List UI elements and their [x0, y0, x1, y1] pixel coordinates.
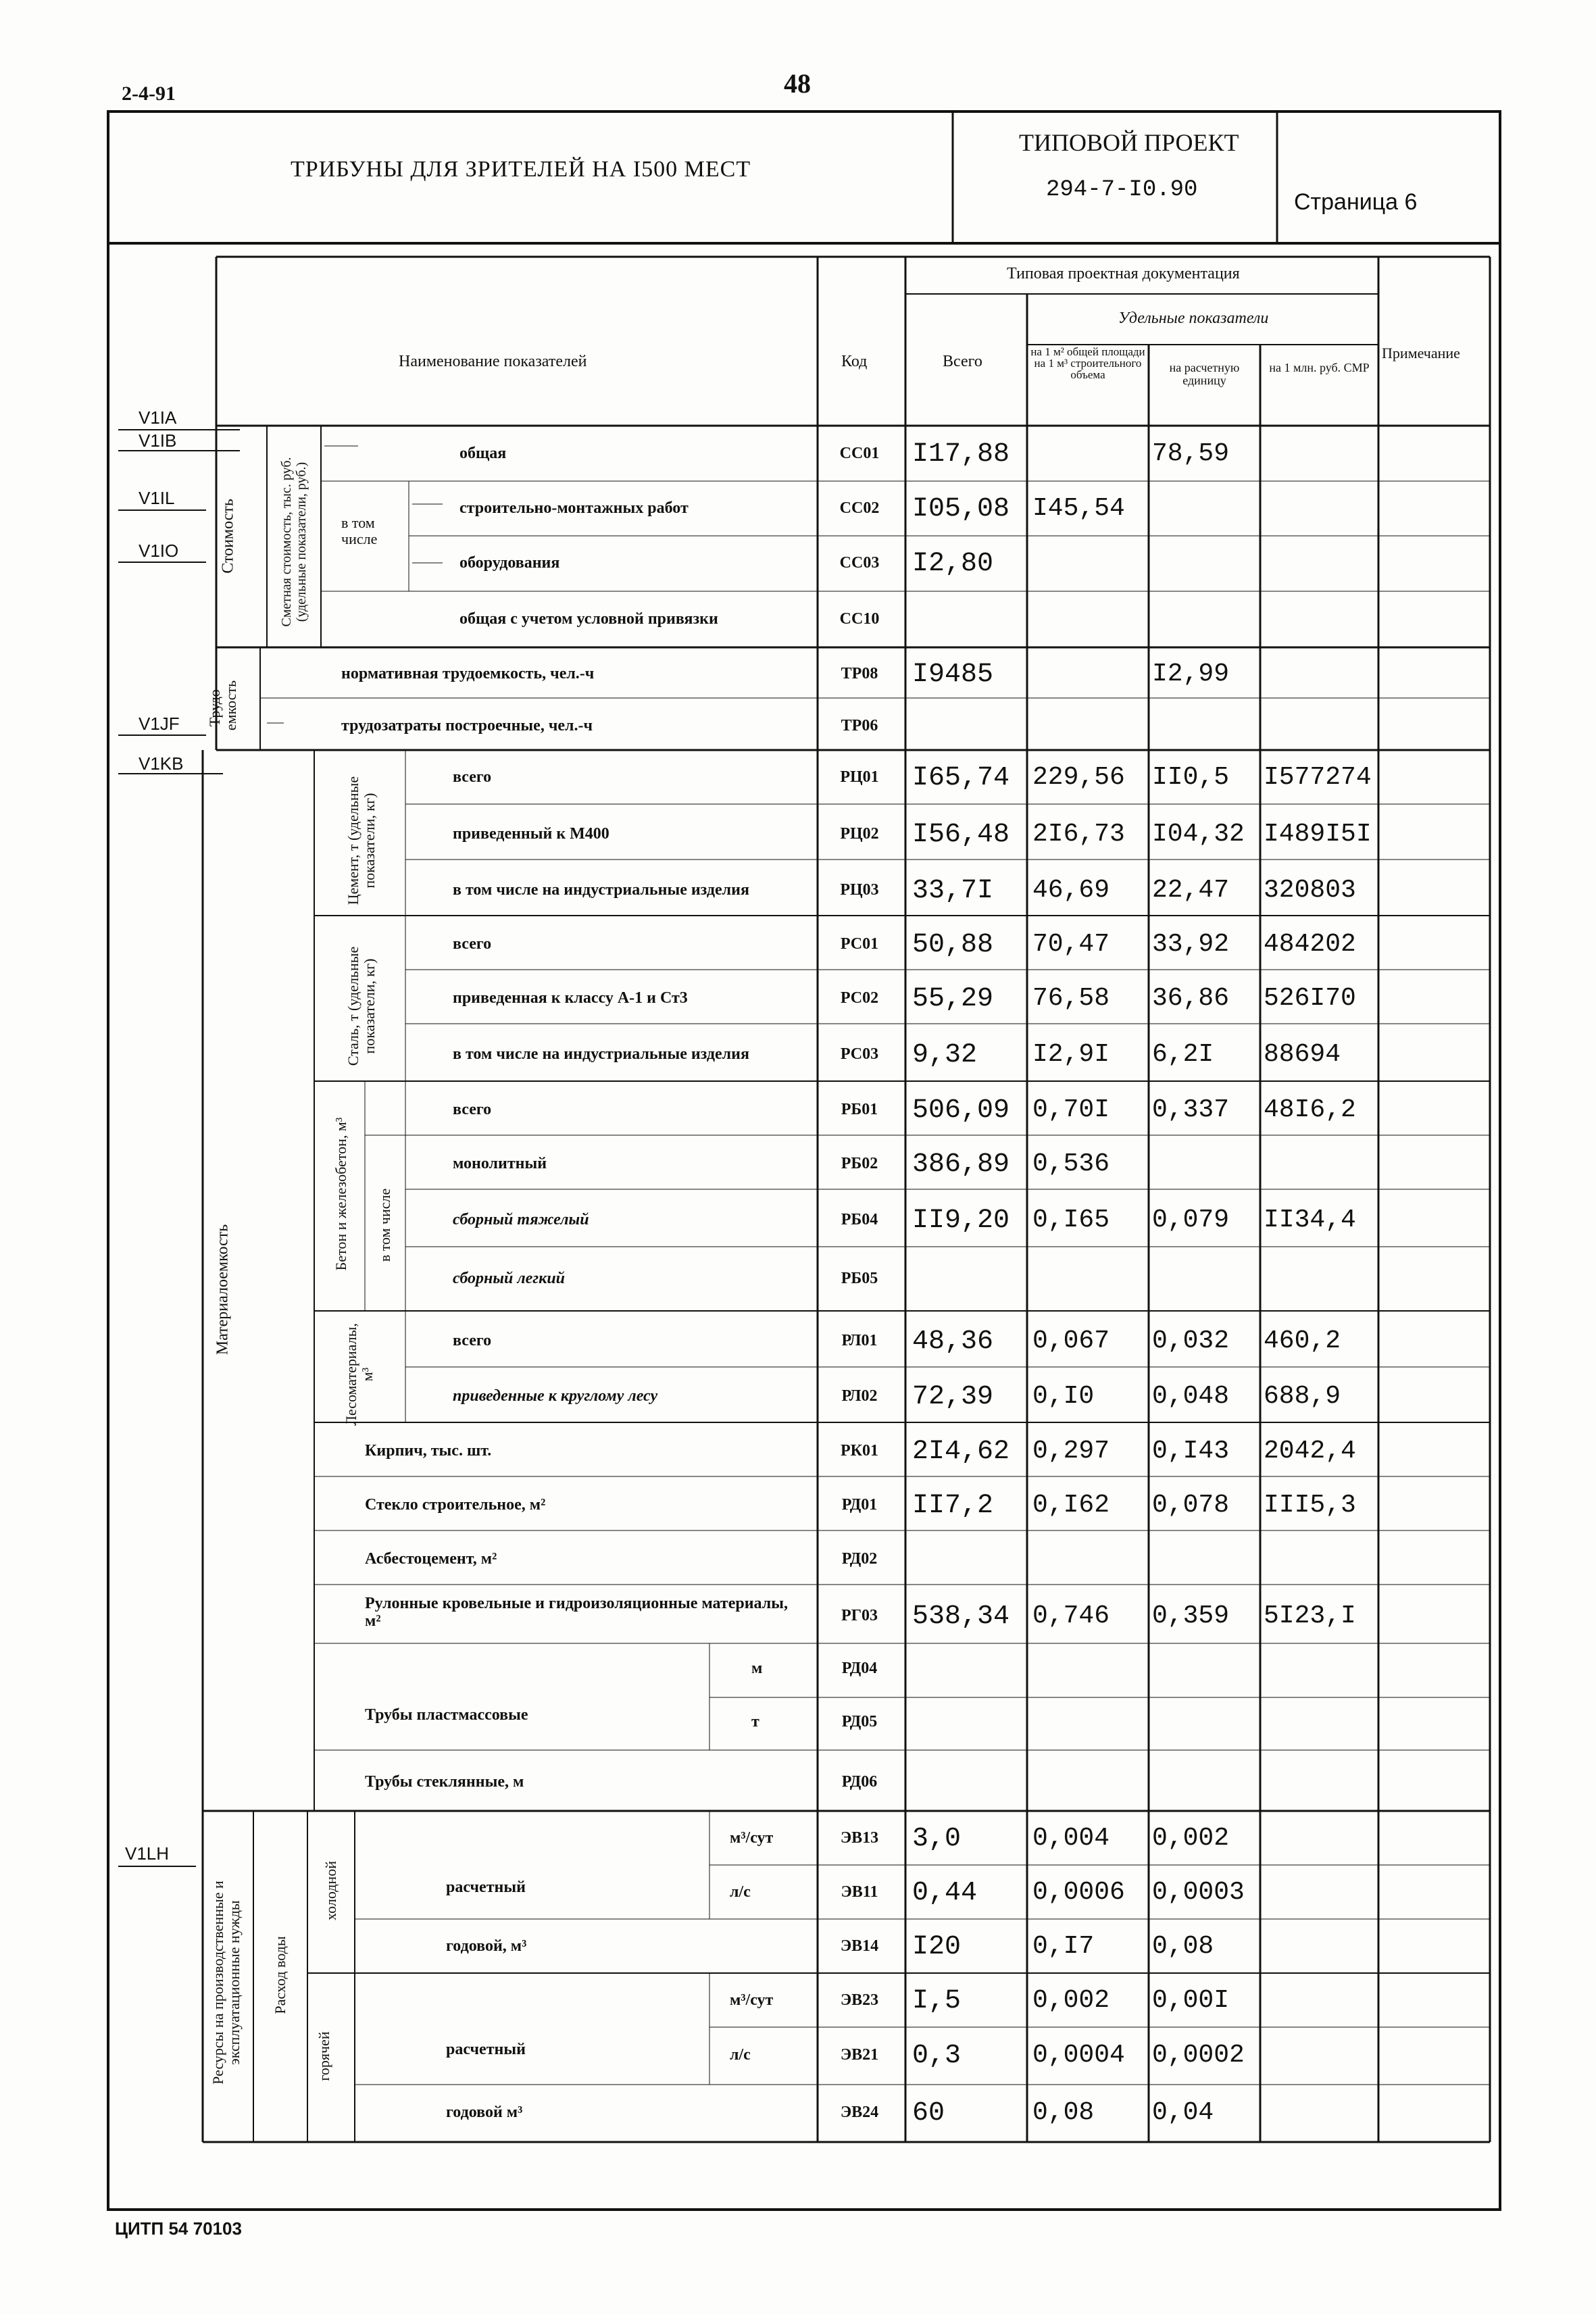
value-total: 9,32 [912, 1039, 978, 1070]
indicator-name: Кирпич, тыс. шт. [365, 1442, 492, 1460]
indicator-unit: м³/сут [730, 1829, 774, 1847]
indicator-code: ТР06 [841, 716, 878, 735]
sheet-code: 2-4-91 [122, 82, 176, 105]
indicator-code: РЛ01 [841, 1331, 878, 1349]
margin-label-v1jf: V1JF [139, 714, 180, 734]
indicator-unit: т [751, 1713, 759, 1731]
header-specific: Удельные показатели [1118, 309, 1269, 327]
margin-label-v1ib: V1IB [139, 430, 177, 451]
indicator-code: СС02 [839, 499, 880, 517]
margin-label-v1il: V1IL [139, 488, 175, 508]
indicator-code: ЭВ24 [840, 2104, 879, 2121]
header-per-unit: на расчетную единицу [1169, 361, 1240, 387]
value-per-unit: 0,078 [1152, 1491, 1230, 1520]
value-per-unit: I2,99 [1152, 659, 1230, 689]
value-total: I9485 [912, 659, 994, 690]
value-per-unit: 0,08 [1152, 1932, 1214, 1961]
header-total: Всего [943, 353, 982, 370]
indicator-code: ЭВ13 [840, 1829, 879, 1847]
value-per-mln: 5I23,I [1264, 1601, 1356, 1631]
group-material: Материалоемкость [214, 1224, 232, 1355]
indicator-code: СС10 [839, 610, 880, 628]
header-note: Примечание [1382, 345, 1460, 362]
value-per-mln: 2042,4 [1264, 1437, 1356, 1466]
value-per-m2: 76,58 [1032, 984, 1110, 1013]
value-per-mln: I489I5I [1264, 820, 1372, 849]
value-per-mln: 320803 [1264, 875, 1356, 905]
group-cold: холодной [322, 1861, 339, 1920]
indicator-name: сборный тяжелый [453, 1210, 589, 1228]
value-total: 3,0 [912, 1824, 962, 1854]
value-total: II9,20 [912, 1205, 1010, 1236]
value-per-m2: 0,0006 [1032, 1878, 1125, 1907]
indicator-name: общая [459, 445, 507, 462]
indicator-name: общая с учетом условной привязки [459, 610, 718, 628]
header-doc-group: Типовая проектная документация [1007, 265, 1240, 282]
indicator-name: всего [453, 1101, 492, 1118]
indicator-name: нормативная трудоемкость, чел.-ч [341, 664, 595, 682]
value-total: I56,48 [912, 820, 1010, 850]
value-total: I20 [912, 1932, 962, 1962]
indicator-name: годовой м³ [446, 2104, 523, 2121]
value-total: I17,88 [912, 439, 1010, 470]
project-number: 294-7-I0.90 [1046, 177, 1198, 203]
value-per-unit: 0,04 [1152, 2098, 1214, 2127]
group-concrete-incl: в том числе [376, 1188, 393, 1262]
value-per-unit: 0,002 [1152, 1824, 1230, 1853]
indicator-name: сборный легкий [453, 1270, 566, 1287]
value-per-m2: 0,I62 [1032, 1491, 1110, 1520]
indicator-name: всего [453, 935, 492, 953]
value-per-mln: 88694 [1264, 1039, 1341, 1069]
group-resources: Ресурсы на производственные и эксплуатационные нужды [209, 1881, 243, 2085]
indicator-code: РБ02 [841, 1155, 878, 1172]
value-total: 2I4,62 [912, 1437, 1010, 1467]
value-per-m2: 0,I0 [1032, 1382, 1095, 1411]
value-per-unit: 0,048 [1152, 1382, 1230, 1411]
value-total: 60 [912, 2098, 945, 2129]
indicator-unit: м [751, 1660, 763, 1677]
value-per-m2: 70,47 [1032, 930, 1110, 959]
value-per-m2: 46,69 [1032, 875, 1110, 905]
indicator-name: монолитный [453, 1155, 547, 1172]
value-per-unit: 6,2I [1152, 1039, 1214, 1069]
value-total: 506,09 [912, 1095, 1010, 1126]
indicator-unit: л/с [730, 2046, 751, 2064]
value-per-m2: 0,08 [1032, 2098, 1095, 2127]
group-incl: в том числе [341, 514, 378, 547]
value-per-m2: 0,I65 [1032, 1205, 1110, 1235]
value-per-unit: 0,00I [1152, 1986, 1230, 2015]
value-total: I65,74 [912, 763, 1010, 793]
value-total: 0,3 [912, 2041, 962, 2071]
indicator-name: Трубы стеклянные, м [365, 1773, 524, 1791]
indicator-code: РК01 [840, 1442, 879, 1460]
indicator-name: Рулонные кровельные и гидроизоляционные материалы, м² [365, 1595, 788, 1630]
page-number: 48 [784, 68, 811, 99]
value-per-m2: 2I6,73 [1032, 820, 1125, 849]
value-total: 55,29 [912, 984, 994, 1014]
document-title: ТРИБУНЫ ДЛЯ ЗРИТЕЛЕЙ НА I500 МЕСТ [291, 157, 751, 182]
value-per-m2: 0,536 [1032, 1149, 1110, 1178]
indicator-name: трудозатраты построечные, чел.-ч [341, 716, 593, 735]
indicator-code: РС03 [840, 1045, 879, 1063]
indicator-code: РС01 [840, 935, 879, 953]
value-total: II7,2 [912, 1491, 994, 1521]
group-timber: Лесоматериалы, м³ [343, 1323, 376, 1426]
indicator-code: РЦ01 [840, 768, 879, 786]
value-per-m2: 0,067 [1032, 1326, 1110, 1355]
indicator-code: РБ05 [841, 1270, 878, 1287]
indicator-code: РБ04 [841, 1210, 878, 1228]
value-per-mln: III5,3 [1264, 1491, 1356, 1520]
indicator-name: приведенный к М400 [453, 825, 609, 843]
value-per-m2: 0,297 [1032, 1437, 1110, 1466]
value-total: 0,44 [912, 1878, 978, 1908]
group-cost-sub: Сметная стоимость, тыс. руб. (удельные показатели, руб.) [279, 457, 309, 627]
value-per-unit: II0,5 [1152, 763, 1230, 792]
indicator-name: расчетный [446, 2041, 526, 2058]
group-hot: горячей [316, 2031, 332, 2081]
header-per-m2: на 1 м² общей площади на 1 м³ строительного объема [1030, 345, 1145, 381]
indicator-code: РЦ02 [840, 825, 879, 843]
value-per-m2: 0,0004 [1032, 2041, 1125, 2070]
value-per-unit: 0,337 [1152, 1095, 1230, 1124]
value-per-mln: 460,2 [1264, 1326, 1341, 1355]
indicator-name: строительно-монтажных работ [459, 499, 689, 517]
indicator-code: ЭВ21 [840, 2046, 879, 2064]
indicator-code: РД01 [841, 1496, 878, 1514]
group-labor: Трудо-емкость [206, 680, 239, 731]
margin-label-v1lh: V1LH [125, 1843, 170, 1864]
footer-code: ЦИТП 54 70103 [115, 2218, 242, 2239]
indicator-code: РГ03 [841, 1606, 878, 1624]
indicator-code: РД04 [841, 1660, 878, 1677]
value-per-unit: 36,86 [1152, 984, 1230, 1013]
indicator-code: СС01 [839, 445, 880, 462]
value-per-mln: 688,9 [1264, 1382, 1341, 1411]
indicator-code: РС02 [840, 989, 879, 1007]
value-total: 33,7I [912, 875, 994, 906]
value-per-mln: 526I70 [1264, 984, 1356, 1013]
value-per-unit: 0,0002 [1152, 2041, 1245, 2070]
indicator-code: ЭВ11 [841, 1883, 878, 1901]
value-per-m2: 0,I7 [1032, 1932, 1095, 1961]
indicator-code: РД02 [841, 1550, 878, 1568]
value-per-m2: 0,70I [1032, 1095, 1110, 1124]
value-total: 48,36 [912, 1326, 994, 1357]
value-per-unit: 78,59 [1152, 439, 1230, 468]
group-cost: Стоимость [219, 499, 237, 574]
group-cement: Цемент, т (удельные показатели, кг) [345, 776, 378, 905]
value-per-m2: 0,002 [1032, 1986, 1110, 2015]
indicator-name: приведенная к классу А-1 и Ст3 [453, 989, 688, 1007]
indicator-name: в том числе на индустриальные изделия [453, 1045, 749, 1063]
margin-label-v1kb: V1KB [139, 753, 184, 774]
group-concrete: Бетон и железобетон, м³ [332, 1117, 349, 1271]
value-per-unit: 0,359 [1152, 1601, 1230, 1631]
value-total: I2,80 [912, 548, 994, 579]
value-per-unit: 0,079 [1152, 1205, 1230, 1235]
value-per-unit: 22,47 [1152, 875, 1230, 905]
project-label: ТИПОВОЙ ПРОЕКТ [1019, 129, 1239, 156]
value-per-unit: 0,032 [1152, 1326, 1230, 1355]
value-total: 72,39 [912, 1382, 994, 1412]
header-code: Код [841, 353, 868, 370]
indicator-name: Трубы пластмассовые [365, 1706, 528, 1724]
indicator-unit: м³/сут [730, 1991, 774, 2009]
indicator-name: расчетный [446, 1878, 526, 1896]
group-water: Расход воды [272, 1936, 289, 2014]
indicator-code: ЭВ14 [840, 1937, 879, 1955]
indicator-code: РЦ03 [840, 880, 879, 899]
value-total: 50,88 [912, 930, 994, 960]
indicator-code: ТР08 [841, 664, 878, 682]
header-name: Наименование показателей [399, 353, 587, 370]
value-per-m2: 0,746 [1032, 1601, 1110, 1631]
value-per-m2: 229,56 [1032, 763, 1125, 792]
value-per-unit: I04,32 [1152, 820, 1245, 849]
value-per-mln: 484202 [1264, 930, 1356, 959]
indicator-name: оборудования [459, 553, 560, 572]
indicator-name: в том числе на индустриальные изделия [453, 880, 749, 899]
indicator-name: Стекло строительное, м² [365, 1496, 546, 1514]
value-per-unit: 0,I43 [1152, 1437, 1230, 1466]
value-per-unit: 0,0003 [1152, 1878, 1245, 1907]
indicator-code: СС03 [839, 553, 880, 572]
header-per-mln: на 1 млн. руб. СМР [1269, 361, 1370, 374]
indicator-name: всего [453, 1331, 492, 1349]
value-per-mln: I577274 [1264, 763, 1372, 792]
indicator-unit: л/с [730, 1883, 751, 1901]
group-steel: Сталь, т (удельные показатели, кг) [345, 946, 378, 1066]
value-per-m2: 0,004 [1032, 1824, 1110, 1853]
indicator-name: всего [453, 768, 492, 786]
value-per-mln: II34,4 [1264, 1205, 1356, 1235]
value-per-unit: 33,92 [1152, 930, 1230, 959]
value-per-m2: I45,54 [1032, 493, 1125, 523]
value-total: I,5 [912, 1986, 962, 2016]
indicator-name: годовой, м³ [446, 1937, 527, 1955]
value-per-mln: 48I6,2 [1264, 1095, 1356, 1124]
indicator-code: РД06 [841, 1773, 878, 1791]
indicator-name: приведенные к круглому лесу [453, 1387, 658, 1405]
margin-label-v1ia: V1IA [139, 407, 177, 428]
value-per-m2: I2,9I [1032, 1039, 1110, 1069]
value-total: I05,08 [912, 493, 1010, 524]
indicator-name: Асбестоцемент, м² [365, 1550, 497, 1568]
indicator-code: ЭВ23 [840, 1991, 879, 2009]
value-total: 386,89 [912, 1149, 1010, 1180]
margin-label-v1io: V1IO [139, 541, 179, 561]
value-total: 538,34 [912, 1601, 1010, 1632]
page-label: Страница 6 [1294, 189, 1418, 215]
indicator-code: РД05 [841, 1713, 878, 1731]
indicator-code: РБ01 [841, 1101, 878, 1118]
indicator-code: РЛ02 [841, 1387, 878, 1405]
